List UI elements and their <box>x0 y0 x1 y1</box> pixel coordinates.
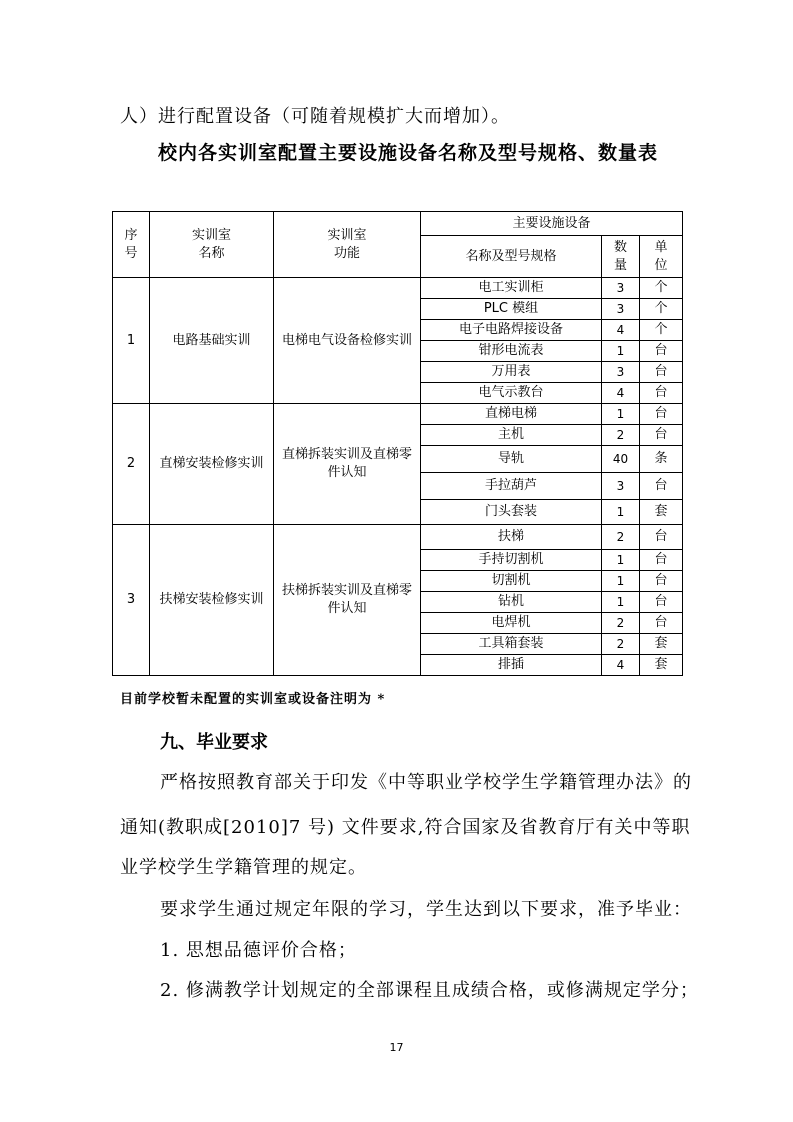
quantity-cell: 2 <box>602 634 640 655</box>
quantity-cell: 2 <box>602 613 640 634</box>
requirement-item: 1. 思想品德评价合格； <box>160 940 357 961</box>
quantity-cell: 1 <box>602 550 640 571</box>
unit-cell: 台 <box>640 525 683 550</box>
quantity-cell: 1 <box>602 404 640 425</box>
equipment-name-cell: 手拉葫芦 <box>421 473 602 500</box>
header-room-name: 实训室名称 <box>150 212 274 278</box>
unit-cell: 台 <box>640 383 683 404</box>
paragraph-line: 业学校学生学籍管理的规定。 <box>120 857 367 878</box>
paragraph-line: 严格按照教育部关于印发《中等职业学校学生学籍管理办法》的 <box>160 772 692 793</box>
table-row <box>113 404 683 425</box>
equipment-name-cell: 电子电路焊接设备 <box>421 320 602 341</box>
header-function: 实训室功能 <box>274 212 421 278</box>
unit-cell: 台 <box>640 592 683 613</box>
row-seq: 3 <box>113 525 150 676</box>
quantity-cell: 3 <box>602 362 640 383</box>
quantity-cell: 1 <box>602 592 640 613</box>
page-number: 17 <box>389 1041 404 1054</box>
unit-cell: 条 <box>640 446 683 473</box>
equipment-name-cell: 钳形电流表 <box>421 341 602 362</box>
quantity-cell: 4 <box>602 655 640 676</box>
unit-cell: 台 <box>640 571 683 592</box>
equipment-name-cell: 电工实训柜 <box>421 278 602 299</box>
table-row <box>113 278 683 299</box>
unit-cell: 台 <box>640 425 683 446</box>
unit-cell: 套 <box>640 655 683 676</box>
equipment-name-cell: 万用表 <box>421 362 602 383</box>
quantity-cell: 2 <box>602 525 640 550</box>
room-name-cell: 电路基础实训 <box>150 278 274 404</box>
equipment-name-cell: 门头套装 <box>421 500 602 525</box>
unit-cell: 台 <box>640 341 683 362</box>
unit-cell: 个 <box>640 299 683 320</box>
quantity-cell: 4 <box>602 383 640 404</box>
requirements-intro: 要求学生通过规定年限的学习，学生达到以下要求，准予毕业： <box>160 899 692 920</box>
quantity-cell: 40 <box>602 446 640 473</box>
unit-cell: 个 <box>640 278 683 299</box>
quantity-cell: 1 <box>602 571 640 592</box>
equipment-name-cell: 主机 <box>421 425 602 446</box>
table-note: 目前学校暂未配置的实训室或设备注明为 * <box>120 692 386 707</box>
unit-cell: 台 <box>640 613 683 634</box>
row-seq: 1 <box>113 278 150 404</box>
equipment-name-cell: 电气示教台 <box>421 383 602 404</box>
quantity-cell: 2 <box>602 425 640 446</box>
unit-cell: 台 <box>640 362 683 383</box>
table-title: 校内各实训室配置主要设施设备名称及型号规格、数量表 <box>158 142 659 164</box>
quantity-cell: 3 <box>602 473 640 500</box>
header-qty: 数量 <box>602 236 640 278</box>
equipment-name-cell: 手持切割机 <box>421 550 602 571</box>
unit-cell: 台 <box>640 550 683 571</box>
requirement-item: 2. 修满教学计划规定的全部课程且成绩合格，或修满规定学分； <box>160 980 699 1001</box>
equipment-name-cell: 排插 <box>421 655 602 676</box>
equipment-name-cell: 扶梯 <box>421 525 602 550</box>
equipment-name-cell: 钻机 <box>421 592 602 613</box>
room-function-cell: 直梯拆装实训及直梯零件认知 <box>274 404 421 525</box>
unit-cell: 套 <box>640 500 683 525</box>
quantity-cell: 1 <box>602 500 640 525</box>
room-name-cell: 扶梯安装检修实训 <box>150 525 274 676</box>
unit-cell: 套 <box>640 634 683 655</box>
header-equip-name: 名称及型号规格 <box>421 236 602 278</box>
equipment-name-cell: 工具箱套装 <box>421 634 602 655</box>
equipment-table <box>112 211 683 676</box>
table-row <box>113 525 683 550</box>
section-heading: 九、毕业要求 <box>160 732 268 753</box>
equipment-name-cell: 导轨 <box>421 446 602 473</box>
paragraph-line: 通知(教职成[2010]7 号) 文件要求,符合国家及省教育厅有关中等职 <box>120 817 691 838</box>
unit-cell: 台 <box>640 473 683 500</box>
quantity-cell: 1 <box>602 341 640 362</box>
unit-cell: 个 <box>640 320 683 341</box>
header-unit: 单位 <box>640 236 683 278</box>
room-function-cell: 电梯电气设备检修实训 <box>274 278 421 404</box>
equipment-name-cell: 切割机 <box>421 571 602 592</box>
row-seq: 2 <box>113 404 150 525</box>
intro-line: 人）进行配置设备（可随着规模扩大而增加）。 <box>120 106 510 127</box>
equipment-name-cell: 直梯电梯 <box>421 404 602 425</box>
header-equipment-group: 主要设施设备 <box>421 212 683 236</box>
unit-cell: 台 <box>640 404 683 425</box>
quantity-cell: 3 <box>602 299 640 320</box>
room-name-cell: 直梯安装检修实训 <box>150 404 274 525</box>
quantity-cell: 4 <box>602 320 640 341</box>
equipment-name-cell: 电焊机 <box>421 613 602 634</box>
quantity-cell: 3 <box>602 278 640 299</box>
header-seq: 序号 <box>113 212 150 278</box>
room-function-cell: 扶梯拆装实训及直梯零件认知 <box>274 525 421 676</box>
equipment-name-cell: PLC 模组 <box>421 299 602 320</box>
